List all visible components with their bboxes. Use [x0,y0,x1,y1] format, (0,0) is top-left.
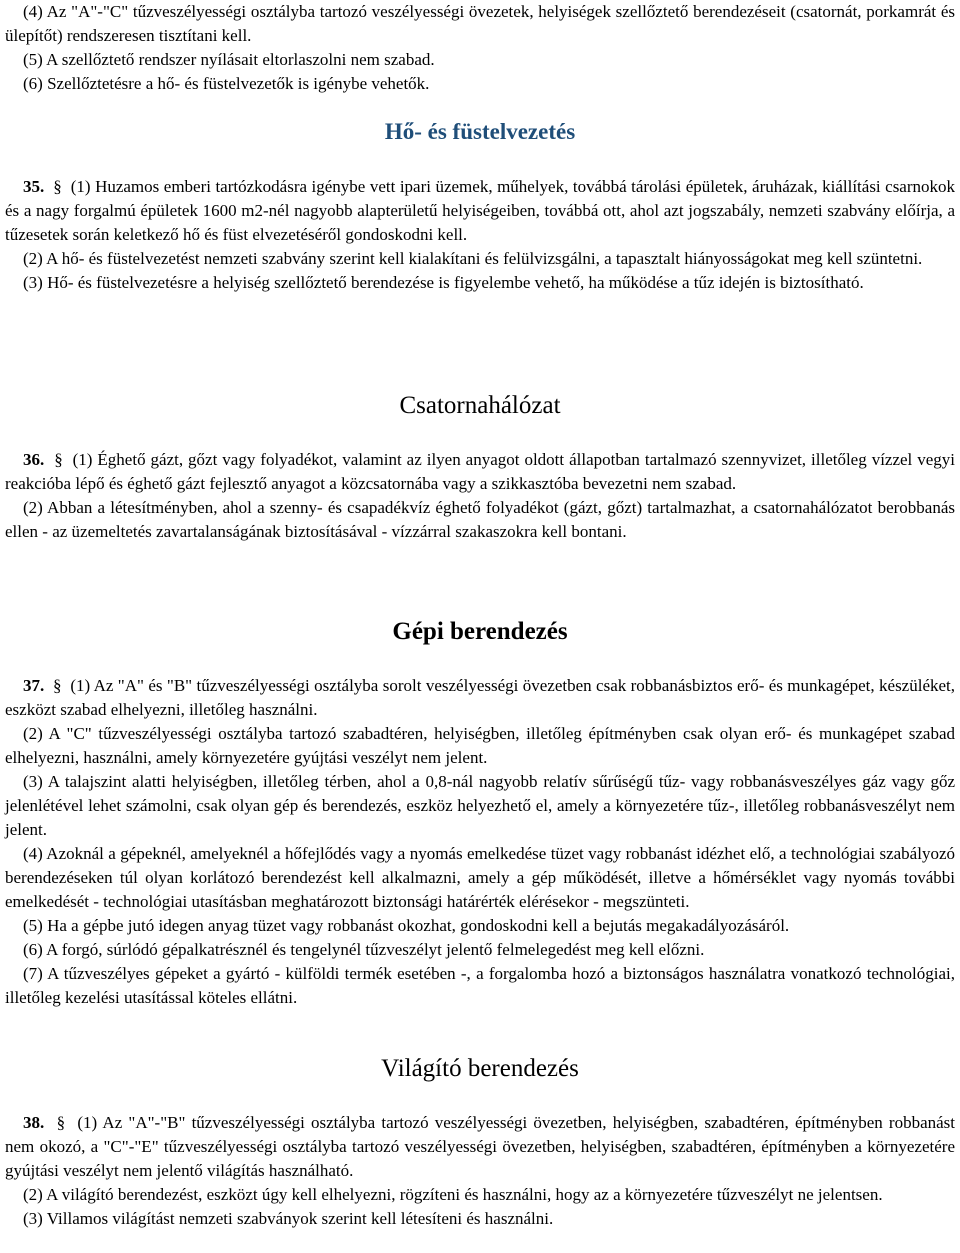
section-sign: § [53,676,62,695]
section-sign: § [53,177,62,196]
article-number: 38. [23,1113,45,1132]
heading-lighting: Világító berendezés [381,1055,579,1082]
article-38 [5,1111,955,1231]
section-sewer [5,390,955,422]
paragraph-text: (1) Az "A"-"B" tűzveszélyességi osztályba tartozó veszélyességi övezetben, helyiségben, szabadtéren, építményben robbanást nem okozó, a "C"-"E" tűzveszélyességi osztályba tartozó veszélyességi övezetben, helyiségben, szabadtéren, építményben a környezetére gyújtási veszélyt nem jelentő világítás használható. [5,1113,955,1180]
heading-smoke-exhaust: Hő- és füstelvezetés [384,119,576,144]
paragraph-4-ventilation: (4) Az "A"-"C" tűzveszélyességi osztályba tartozó veszélyességi övezetek, helyiségek szellőztető berendezéseit (csatornát, porkamrát és ülepítőt) rendszeresen tisztítani kell. [5,2,955,45]
article-36-paragraph-1 [5,448,955,496]
article-number: 35. [23,177,45,196]
paragraph-text: (1) Huzamos emberi tartózkodásra igénybe vett ipari üzemek, műhelyek, továbbá tárolási épületek, áruházak, kiállítási csarnokok és a nagy forgalmú épületek 1600 m2-nél nagyobb alapterületű helyiségeiben, továbbá ott, ahol azt jogszabály, nemzeti szabvány előírja, a tűzesetek során keletkező hő és füst elvezetéséről gondoskodni kell. [5,177,956,244]
article-37-paragraph-5: (5) Ha a gépbe jutó idegen anyag tüzet vagy robbanást okozhat, gondoskodni kell a bejutás megakadályozásáról. [23,916,790,935]
section-sign: § [54,450,63,469]
article-38-paragraph-3: (3) Villamos világítást nemzeti szabványok szerint kell létesíteni és használni. [23,1209,554,1228]
article-36 [5,448,955,544]
article-35-paragraph-2: (2) A hő- és füstelvezetést nemzeti szabvány szerint kell kialakítani és felülvizsgálni, a tapasztalt hiányosságokat meg kell szüntetni. [23,249,923,268]
article-36-paragraph-2: (2) Abban a létesítményben, ahol a szenny- és csapadékvíz éghető folyadékot (gázt, gőzt) tartalmazhat, a csatornahálózatot berobbanás ellen - az üzemeltetés zavartalanságának biztosításával - vízzárral szakaszokra kell bontani. [5,498,955,541]
article-37-paragraph-7: (7) A tűzveszélyes gépeket a gyártó - külföldi termék esetében -, a forgalomba hozó a biztonságos használatra vonatkozó technológiai, illetőleg kezelési utasítással köteles ellátni. [5,964,955,1007]
article-38-paragraph-2: (2) A világító berendezést, eszközt úgy kell elhelyezni, rögzíteni és használni, hogy az a környezetére tűzveszélyt ne jelentsen. [23,1185,883,1204]
article-number: 36. [23,450,45,469]
heading-sewer: Csatornahálózat [399,392,561,419]
article-number: 37. [23,676,45,695]
heading-machinery: Gépi berendezés [392,618,568,645]
article-37-paragraph-4: (4) Azoknál a gépeknél, amelyeknél a hőfejlődés vagy a nyomás emelkedése tüzet vagy robbanást idézhet elő, a technológiai szabályozó berendezéseken túl olyan korlátozó berendezést kell alkalmazni, amely a gép működését, illetve a hőmérséklet vagy nyomás további emelkedését - technológiai utasításban meghatározott biztonsági határérték elérésekor - megszünteti. [5,844,955,911]
paragraph-5-ventilation: (5) A szellőztető rendszer nyílásait eltorlaszolni nem szabad. [23,50,435,69]
article-38-paragraph-1 [5,1111,955,1183]
paragraph-6-ventilation: (6) Szellőztetésre a hő- és füstelvezetők is igénybe vehetők. [23,74,430,93]
article-37-paragraph-2: (2) A "C" tűzveszélyességi osztályba tartozó szabadtéren, helyiségben, illetőleg építményben csak olyan erő- és munkagépet szabad elhelyezni, használni, amely környezetére gyújtási veszélyt nem jelent. [5,724,955,767]
paragraph-text: (1) Az "A" és "B" tűzveszélyességi osztályba sorolt veszélyességi övezetben csak robbanásbiztos erő- és munkagépet, készüléket, eszközt szabad elhelyezni, illetőleg használni. [5,676,956,719]
section-machinery [5,616,955,648]
paragraph-text: (1) Éghető gázt, gőzt vagy folyadékot, valamint az ilyen anyagot oldott állapotban tartalmazó szennyvizet, illetőleg vízzel vegyi reakcióba lépő és éghető gázt fejlesztő anyagot a közcsatornába vagy a szikkasztóba bevezetni nem szabad. [5,450,956,493]
article-35-paragraph-1 [5,175,955,247]
article-37-paragraph-3: (3) A talajszint alatti helyiségben, illetőleg térben, ahol a 0,8-nál nagyobb relatív sűrűségű tűz- vagy robbanásveszélyes gáz vagy gőz jelenlétével lehet számolni, csak olyan gép és berendezés, eszköz helyezhető el, amely a környezetére tűz-, illetőleg robbanásveszélyt nem jelent. [5,772,955,839]
article-37 [5,674,955,1010]
article-37-paragraph-1 [5,674,955,722]
article-35 [5,175,955,295]
article-37-paragraph-6: (6) A forgó, súrlódó gépalkatrésznél és tengelynél tűzveszélyt jelentő felmelegedést meg kell előzni. [23,940,705,959]
section-lighting [5,1053,955,1085]
top-paragraphs [5,0,955,96]
section-sign: § [56,1113,66,1132]
section-smoke-exhaust [5,117,955,147]
article-35-paragraph-3: (3) Hő- és füstelvezetésre a helyiség szellőztető berendezése is figyelembe vehető, ha működése a tűz idején is biztosítható. [23,273,864,292]
